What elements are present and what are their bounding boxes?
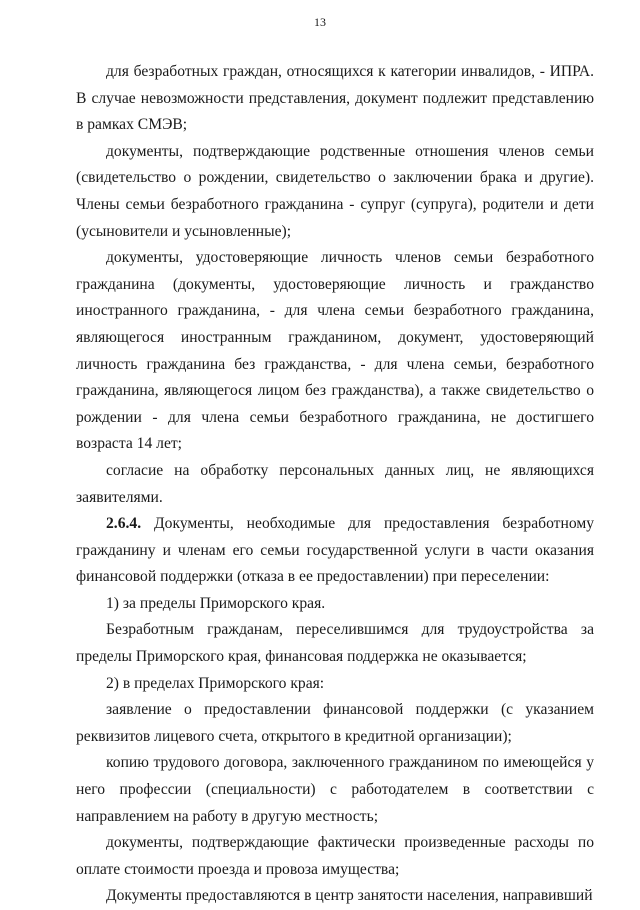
paragraph-consent (76, 458, 594, 511)
paragraph-text: Безработным гражданам, переселившимся для трудоустройства за пределы Приморского края, финансовая поддержка не оказывается; (76, 621, 594, 666)
paragraph-text: документы, подтверждающие фактически произведенные расходы по оплате стоимости проезда и провоза имущества; (76, 834, 594, 878)
paragraph-family-relations (76, 139, 594, 245)
paragraph-text: Документы, необходимые для предоставления безработному гражданину и членам его семьи государственной услуги в части оказания финансовой поддержки (отказа в ее предоставлении) при переселении: (76, 515, 594, 586)
paragraph-text: документы, подтверждающие родственные отношения членов семьи (свидетельство о рождении, свидетельство о заключении брака и другие). Члены семьи безработного гражданина - супруг (супруга), родители и дети (усыновители и усыновленные); (76, 142, 594, 240)
page-number: 13 (314, 15, 326, 29)
paragraph-expenses (76, 830, 594, 883)
paragraph-outside-region (76, 591, 594, 618)
paragraph-text: Документы предоставляются в центр занятости населения, направивший (106, 887, 593, 905)
paragraph-ipra (76, 59, 594, 139)
section-number: 2.6.4. (106, 515, 142, 533)
paragraph-text: документы, удостоверяющие личность членов семьи безработного гражданина (документы, удостоверяющие личность и гражданство иностранного гражданина, - для члена семьи безработного гражданина, являющегося иностранным гражданином, документ, удостоверяющий личность гражданина без гражданства, - для члена семьи, безработного гражданина, являющегося лицом без гражданства), а также свидетельство о рождении - для члена семьи безработного гражданина, не достигшего возраста 14 лет; (76, 249, 594, 453)
paragraph-text: 1) за пределы Приморского края. (106, 594, 326, 612)
paragraph-within-region (76, 671, 594, 698)
paragraph-text: для безработных граждан, относящихся к категории инвалидов, - ИПРА. В случае невозможности представления, документ подлежит представлению в рамках СМЭВ; (76, 63, 594, 134)
paragraph-text: копию трудового договора, заключенного гражданином по имеющейся у него профессии (специальности) с работодателем в соответствии с направлением на работу в другую местность; (76, 754, 594, 825)
paragraph-employment-contract (76, 750, 594, 830)
paragraph-application (76, 697, 594, 750)
paragraph-section-2-6-4 (76, 511, 594, 591)
paragraph-text: заявление о предоставлении финансовой поддержки (с указанием реквизитов лицевого счета, открытого в кредитной организации); (76, 701, 594, 745)
paragraph-identity-documents (76, 245, 594, 458)
paragraph-no-support (76, 617, 594, 670)
document-body (76, 59, 594, 910)
paragraph-text: согласие на обработку персональных данных лиц, не являющихся заявителями. (76, 461, 594, 506)
paragraph-submission (76, 883, 594, 910)
paragraph-text: 2) в пределах Приморского края: (106, 674, 325, 692)
